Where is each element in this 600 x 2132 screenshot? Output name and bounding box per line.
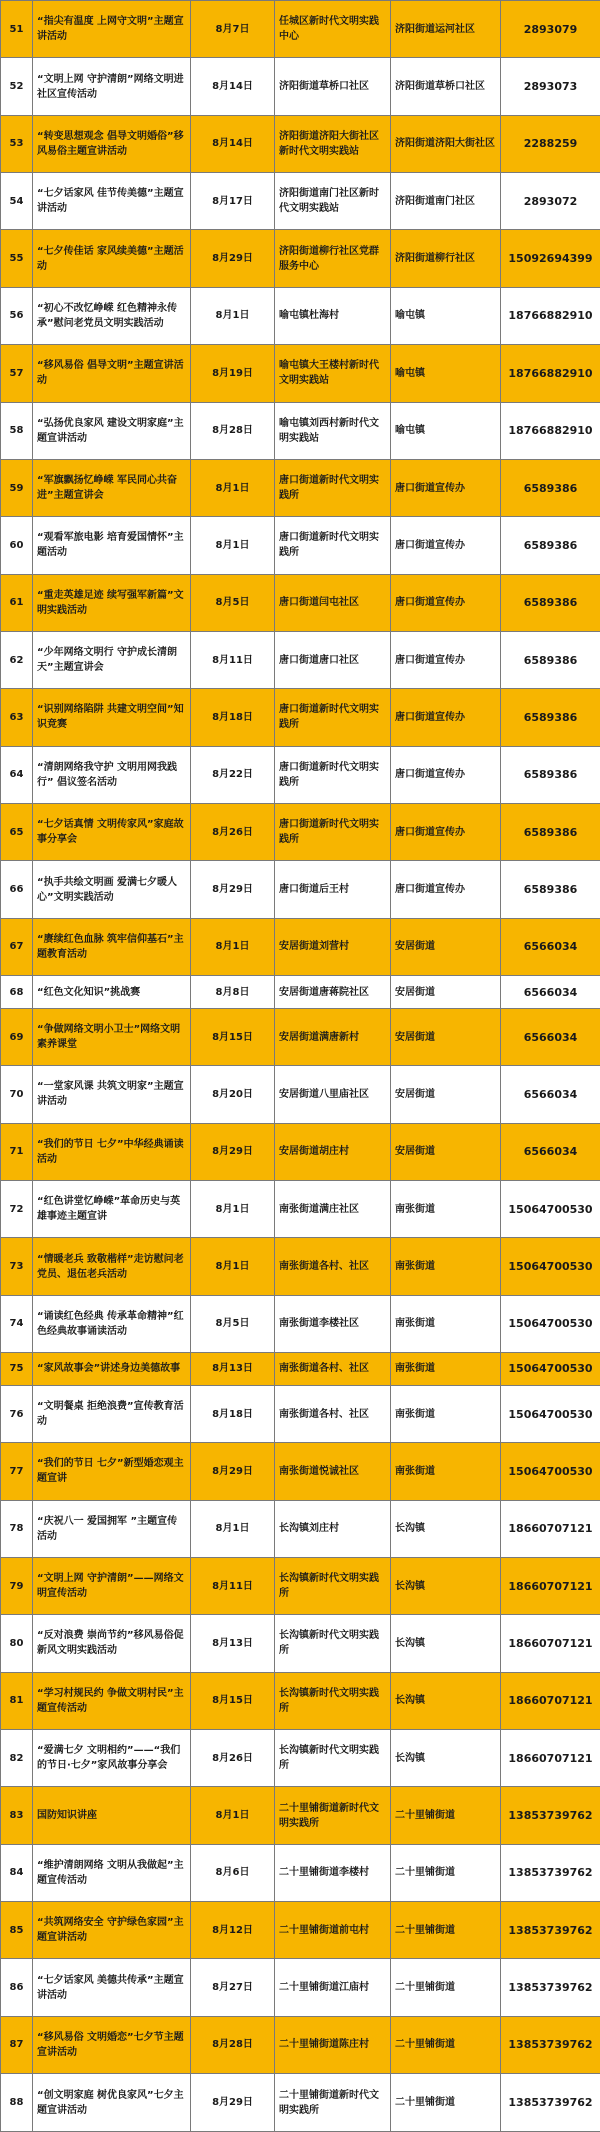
- activity-location: 任城区新时代文明实践中心: [275, 1, 391, 58]
- activity-title: “我们的节日 七夕”新型婚恋观主题宣讲: [33, 1443, 191, 1500]
- activity-date: 8月28日: [191, 2016, 275, 2073]
- activity-number: 80: [1, 1615, 33, 1672]
- table-row: [1, 1238, 600, 1295]
- table-row: [1, 804, 600, 861]
- table-row: [1, 1902, 600, 1959]
- contact-phone: 15064700530: [501, 1443, 600, 1500]
- activity-title: 国防知识讲座: [33, 1787, 191, 1844]
- contact-phone: 15064700530: [501, 1180, 600, 1237]
- contact-phone: 6566034: [501, 976, 600, 1009]
- contact-phone: 18660707121: [501, 1615, 600, 1672]
- activity-number: 69: [1, 1008, 33, 1065]
- organizer: 唐口街道宣传办: [391, 746, 501, 803]
- activity-title: “红色文化知识”挑战赛: [33, 976, 191, 1009]
- activity-title: “文明上网 守护清朗”——网络文明宣传活动: [33, 1557, 191, 1614]
- activity-location: 长沟镇新时代文明实践所: [275, 1615, 391, 1672]
- activity-title: “七夕话家风 佳节传美德”主题宣讲活动: [33, 173, 191, 230]
- table-row: [1, 2016, 600, 2073]
- activity-date: 8月1日: [191, 287, 275, 344]
- activity-date: 8月14日: [191, 115, 275, 172]
- activity-number: 86: [1, 1959, 33, 2016]
- activity-number: 64: [1, 746, 33, 803]
- organizer: 长沟镇: [391, 1557, 501, 1614]
- organizer: 长沟镇: [391, 1672, 501, 1729]
- activity-location: 安居街道八里庙社区: [275, 1066, 391, 1123]
- activity-location: 唐口街道新时代文明实践所: [275, 517, 391, 574]
- organizer: 唐口街道宣传办: [391, 574, 501, 631]
- contact-phone: 13853739762: [501, 1787, 600, 1844]
- activity-location: 济阳街道草桥口社区: [275, 58, 391, 115]
- activity-number: 60: [1, 517, 33, 574]
- activity-number: 51: [1, 1, 33, 58]
- activity-number: 83: [1, 1787, 33, 1844]
- contact-phone: 6589386: [501, 517, 600, 574]
- activity-title: “转变思想观念 倡导文明婚俗”移风易俗主题宣讲活动: [33, 115, 191, 172]
- activity-location: 南张街道满庄社区: [275, 1180, 391, 1237]
- activity-date: 8月1日: [191, 459, 275, 516]
- contact-phone: 2288259: [501, 115, 600, 172]
- activity-location: 二十里铺街道江庙村: [275, 1959, 391, 2016]
- activity-location: 二十里铺街道李楼村: [275, 1844, 391, 1901]
- activity-number: 81: [1, 1672, 33, 1729]
- organizer: 济阳街道柳行社区: [391, 230, 501, 287]
- contact-phone: 13853739762: [501, 1959, 600, 2016]
- organizer: 济阳街道草桥口社区: [391, 58, 501, 115]
- organizer: 济阳街道济阳大街社区: [391, 115, 501, 172]
- activity-title: “七夕传佳话 家风续美德”主题活动: [33, 230, 191, 287]
- organizer: 二十里铺街道: [391, 1844, 501, 1901]
- activity-title: “诵读红色经典 传承革命精神”红色经典故事诵读活动: [33, 1295, 191, 1352]
- contact-phone: 18660707121: [501, 1729, 600, 1786]
- contact-phone: 2893072: [501, 173, 600, 230]
- organizer: 长沟镇: [391, 1729, 501, 1786]
- table-row: [1, 1180, 600, 1237]
- table-row: [1, 689, 600, 746]
- activity-title: “指尖有温度 上网守文明”主题宣讲活动: [33, 1, 191, 58]
- activity-number: 56: [1, 287, 33, 344]
- activity-date: 8月26日: [191, 1729, 275, 1786]
- activity-title: “爱满七夕 文明相约”——“我们的节日·七夕”家风故事分享会: [33, 1729, 191, 1786]
- activity-title: “识别网络陷阱 共建文明空间”知识竞赛: [33, 689, 191, 746]
- activity-number: 71: [1, 1123, 33, 1180]
- activity-title: “共筑网络安全 守护绿色家园”主题宣讲活动: [33, 1902, 191, 1959]
- activity-location: 南张街道各村、社区: [275, 1238, 391, 1295]
- organizer: 唐口街道宣传办: [391, 459, 501, 516]
- contact-phone: 13853739762: [501, 2074, 600, 2132]
- activity-title: “争做网络文明小卫士”网络文明素养课堂: [33, 1008, 191, 1065]
- activity-date: 8月8日: [191, 976, 275, 1009]
- contact-phone: 2893079: [501, 1, 600, 58]
- table-row: [1, 1557, 600, 1614]
- activity-number: 72: [1, 1180, 33, 1237]
- table-row: [1, 1353, 600, 1386]
- activity-title: “红色讲堂忆峥嵘”革命历史与英雄事迹主题宣讲: [33, 1180, 191, 1237]
- organizer: 南张街道: [391, 1238, 501, 1295]
- organizer: 南张街道: [391, 1353, 501, 1386]
- activity-number: 62: [1, 631, 33, 688]
- contact-phone: 13853739762: [501, 1844, 600, 1901]
- activity-location: 安居街道唐蒋院社区: [275, 976, 391, 1009]
- activity-date: 8月17日: [191, 173, 275, 230]
- activity-location: 南张街道李楼社区: [275, 1295, 391, 1352]
- activity-location: 长沟镇新时代文明实践所: [275, 1557, 391, 1614]
- activity-title: “观看军旅电影 培育爱国情怀”主题活动: [33, 517, 191, 574]
- table-body: [1, 1, 600, 2132]
- activity-date: 8月11日: [191, 631, 275, 688]
- contact-phone: 13853739762: [501, 2016, 600, 2073]
- organizer: 安居街道: [391, 1066, 501, 1123]
- organizer: 二十里铺街道: [391, 1787, 501, 1844]
- activity-number: 68: [1, 976, 33, 1009]
- contact-phone: 6589386: [501, 459, 600, 516]
- table-row: [1, 861, 600, 918]
- organizer: 南张街道: [391, 1295, 501, 1352]
- table-row: [1, 115, 600, 172]
- contact-phone: 18766882910: [501, 345, 600, 402]
- contact-phone: 6589386: [501, 746, 600, 803]
- organizer: 南张街道: [391, 1385, 501, 1442]
- contact-phone: 6566034: [501, 918, 600, 975]
- organizer: 唐口街道宣传办: [391, 861, 501, 918]
- activity-number: 78: [1, 1500, 33, 1557]
- contact-phone: 6566034: [501, 1066, 600, 1123]
- activity-number: 61: [1, 574, 33, 631]
- organizer: 安居街道: [391, 976, 501, 1009]
- table-row: [1, 1066, 600, 1123]
- activity-date: 8月15日: [191, 1008, 275, 1065]
- activity-date: 8月29日: [191, 1443, 275, 1500]
- contact-phone: 15064700530: [501, 1353, 600, 1386]
- activity-number: 67: [1, 918, 33, 975]
- activity-date: 8月18日: [191, 1385, 275, 1442]
- activity-title: “情暖老兵 致敬楷样”走访慰问老党员、退伍老兵活动: [33, 1238, 191, 1295]
- contact-phone: 15064700530: [501, 1295, 600, 1352]
- organizer: 唐口街道宣传办: [391, 689, 501, 746]
- activity-location: 喻屯镇刘西村新时代文明实践站: [275, 402, 391, 459]
- activity-title: “移风易俗 倡导文明”主题宣讲活动: [33, 345, 191, 402]
- activity-location: 济阳街道济阳大街社区新时代文明实践站: [275, 115, 391, 172]
- contact-phone: 6589386: [501, 574, 600, 631]
- table-row: [1, 58, 600, 115]
- contact-phone: 18660707121: [501, 1557, 600, 1614]
- activity-date: 8月29日: [191, 1123, 275, 1180]
- table-row: [1, 230, 600, 287]
- contact-phone: 18766882910: [501, 402, 600, 459]
- activity-date: 8月27日: [191, 1959, 275, 2016]
- table-row: [1, 345, 600, 402]
- table-row: [1, 402, 600, 459]
- table-row: [1, 1, 600, 58]
- activity-number: 55: [1, 230, 33, 287]
- activity-location: 安居街道胡庄村: [275, 1123, 391, 1180]
- activity-title: “家风故事会”讲述身边美德故事: [33, 1353, 191, 1386]
- organizer: 安居街道: [391, 1008, 501, 1065]
- contact-phone: 2893073: [501, 58, 600, 115]
- organizer: 长沟镇: [391, 1500, 501, 1557]
- activity-title: “军旗飘扬忆峥嵘 军民同心共奋进”主题宣讲会: [33, 459, 191, 516]
- activity-date: 8月11日: [191, 1557, 275, 1614]
- activity-location: 喻屯镇杜海村: [275, 287, 391, 344]
- activity-number: 66: [1, 861, 33, 918]
- contact-phone: 6589386: [501, 804, 600, 861]
- activity-date: 8月12日: [191, 1902, 275, 1959]
- activity-number: 79: [1, 1557, 33, 1614]
- activity-location: 二十里铺街道新时代文明实践所: [275, 2074, 391, 2132]
- activity-number: 57: [1, 345, 33, 402]
- table-row: [1, 2074, 600, 2132]
- activity-date: 8月7日: [191, 1, 275, 58]
- activity-date: 8月29日: [191, 230, 275, 287]
- activity-date: 8月28日: [191, 402, 275, 459]
- activity-location: 南张街道悦诚社区: [275, 1443, 391, 1500]
- contact-phone: 6589386: [501, 861, 600, 918]
- organizer: 二十里铺街道: [391, 2016, 501, 2073]
- activity-number: 88: [1, 2074, 33, 2132]
- organizer: 唐口街道宣传办: [391, 631, 501, 688]
- organizer: 二十里铺街道: [391, 1902, 501, 1959]
- activity-number: 77: [1, 1443, 33, 1500]
- activity-date: 8月5日: [191, 574, 275, 631]
- contact-phone: 18660707121: [501, 1500, 600, 1557]
- activity-location: 唐口街道后王村: [275, 861, 391, 918]
- activity-location: 南张街道各村、社区: [275, 1353, 391, 1386]
- activity-date: 8月13日: [191, 1615, 275, 1672]
- table-row: [1, 1295, 600, 1352]
- table-row: [1, 631, 600, 688]
- activity-title: “重走英雄足迹 续写强军新篇”文明实践活动: [33, 574, 191, 631]
- table-row: [1, 976, 600, 1009]
- organizer: 唐口街道宣传办: [391, 517, 501, 574]
- activity-title: “少年网络文明行 守护成长清朗天”主题宣讲会: [33, 631, 191, 688]
- activity-location: 唐口街道新时代文明实践所: [275, 689, 391, 746]
- activity-location: 济阳街道南门社区新时代文明实践站: [275, 173, 391, 230]
- organizer: 二十里铺街道: [391, 1959, 501, 2016]
- activity-date: 8月29日: [191, 861, 275, 918]
- organizer: 二十里铺街道: [391, 2074, 501, 2132]
- activity-date: 8月14日: [191, 58, 275, 115]
- organizer: 济阳街道运河社区: [391, 1, 501, 58]
- table-row: [1, 1787, 600, 1844]
- activity-title: “七夕话家风 美德共传承”主题宣讲活动: [33, 1959, 191, 2016]
- activity-title: “执手共绘文明画 爱满七夕暖人心”文明实践活动: [33, 861, 191, 918]
- activity-date: 8月1日: [191, 918, 275, 975]
- organizer: 长沟镇: [391, 1615, 501, 1672]
- activity-date: 8月19日: [191, 345, 275, 402]
- activity-title: “弘扬优良家风 建设文明家庭”主题宣讲活动: [33, 402, 191, 459]
- activity-title: “创文明家庭 树优良家风”七夕主题宣讲活动: [33, 2074, 191, 2132]
- activity-date: 8月13日: [191, 1353, 275, 1386]
- activity-location: 安居街道刘营村: [275, 918, 391, 975]
- activity-number: 84: [1, 1844, 33, 1901]
- activity-location: 二十里铺街道陈庄村: [275, 2016, 391, 2073]
- activity-number: 76: [1, 1385, 33, 1442]
- activity-location: 唐口街道唐口社区: [275, 631, 391, 688]
- activity-number: 63: [1, 689, 33, 746]
- activity-date: 8月1日: [191, 1500, 275, 1557]
- activity-number: 73: [1, 1238, 33, 1295]
- organizer: 南张街道: [391, 1180, 501, 1237]
- activity-number: 58: [1, 402, 33, 459]
- activity-date: 8月1日: [191, 1180, 275, 1237]
- activity-title: “我们的节日 七夕”中华经典诵读活动: [33, 1123, 191, 1180]
- table-row: [1, 1672, 600, 1729]
- activity-number: 85: [1, 1902, 33, 1959]
- activity-location: 南张街道各村、社区: [275, 1385, 391, 1442]
- activity-location: 长沟镇新时代文明实践所: [275, 1672, 391, 1729]
- organizer: 南张街道: [391, 1443, 501, 1500]
- activity-date: 8月1日: [191, 517, 275, 574]
- contact-phone: 18766882910: [501, 287, 600, 344]
- activity-location: 长沟镇刘庄村: [275, 1500, 391, 1557]
- activity-number: 74: [1, 1295, 33, 1352]
- activity-location: 唐口街道新时代文明实践所: [275, 746, 391, 803]
- activity-date: 8月5日: [191, 1295, 275, 1352]
- activity-location: 长沟镇新时代文明实践所: [275, 1729, 391, 1786]
- activity-date: 8月29日: [191, 2074, 275, 2132]
- table-row: [1, 173, 600, 230]
- activity-date: 8月18日: [191, 689, 275, 746]
- activity-title: “反对浪费 崇尚节约”移风易俗促新风文明实践活动: [33, 1615, 191, 1672]
- activity-title: “一堂家风课 共筑文明家”主题宣讲活动: [33, 1066, 191, 1123]
- activity-location: 喻屯镇大王楼村新时代文明实践站: [275, 345, 391, 402]
- contact-phone: 6589386: [501, 631, 600, 688]
- table-row: [1, 1844, 600, 1901]
- activity-title: “学习村规民约 争做文明村民”主题宣传活动: [33, 1672, 191, 1729]
- activity-title: “移风易俗 文明婚恋”七夕节主题宣讲活动: [33, 2016, 191, 2073]
- activity-title: “初心不改忆峥嵘 红色精神永传承”慰问老党员文明实践活动: [33, 287, 191, 344]
- activity-number: 70: [1, 1066, 33, 1123]
- activity-number: 53: [1, 115, 33, 172]
- table-row: [1, 1959, 600, 2016]
- activity-date: 8月1日: [191, 1787, 275, 1844]
- activity-date: 8月22日: [191, 746, 275, 803]
- activity-title: “赓续红色血脉 筑牢信仰基石”主题教育活动: [33, 918, 191, 975]
- activity-location: 二十里铺街道新时代文明实践所: [275, 1787, 391, 1844]
- organizer: 喻屯镇: [391, 287, 501, 344]
- activity-title: “文明餐桌 拒绝浪费”宣传教育活动: [33, 1385, 191, 1442]
- table-row: [1, 1008, 600, 1065]
- table-row: [1, 1385, 600, 1442]
- activity-number: 59: [1, 459, 33, 516]
- activity-title: “七夕话真情 文明传家风”家庭故事分享会: [33, 804, 191, 861]
- contact-phone: 15064700530: [501, 1238, 600, 1295]
- organizer: 喻屯镇: [391, 402, 501, 459]
- activity-number: 54: [1, 173, 33, 230]
- organizer: 济阳街道南门社区: [391, 173, 501, 230]
- activity-date: 8月20日: [191, 1066, 275, 1123]
- contact-phone: 13853739762: [501, 1902, 600, 1959]
- activity-location: 安居街道满唐新村: [275, 1008, 391, 1065]
- contact-phone: 6566034: [501, 1123, 600, 1180]
- activity-date: 8月1日: [191, 1238, 275, 1295]
- contact-phone: 6566034: [501, 1008, 600, 1065]
- organizer: 唐口街道宣传办: [391, 804, 501, 861]
- table-row: [1, 1500, 600, 1557]
- activity-number: 52: [1, 58, 33, 115]
- table-row: [1, 918, 600, 975]
- table-row: [1, 1443, 600, 1500]
- activity-number: 75: [1, 1353, 33, 1386]
- activity-number: 82: [1, 1729, 33, 1786]
- organizer: 安居街道: [391, 918, 501, 975]
- contact-phone: 15064700530: [501, 1385, 600, 1442]
- activity-number: 87: [1, 2016, 33, 2073]
- table-row: [1, 746, 600, 803]
- table-row: [1, 517, 600, 574]
- contact-phone: 18660707121: [501, 1672, 600, 1729]
- activity-title: “文明上网 守护清朗”网络文明进社区宣传活动: [33, 58, 191, 115]
- contact-phone: 15092694399: [501, 230, 600, 287]
- activity-title: “庆祝八一 爱国拥军 ”主题宣传活动: [33, 1500, 191, 1557]
- activity-location: 唐口街道闫屯社区: [275, 574, 391, 631]
- activity-location: 济阳街道柳行社区党群服务中心: [275, 230, 391, 287]
- organizer: 安居街道: [391, 1123, 501, 1180]
- activity-title: “清朗网络我守护 文明用网我践行” 倡议签名活动: [33, 746, 191, 803]
- activity-location: 二十里铺街道前屯村: [275, 1902, 391, 1959]
- activity-title: “维护清朗网络 文明从我做起”主题宣传活动: [33, 1844, 191, 1901]
- activity-number: 65: [1, 804, 33, 861]
- table-row: [1, 1729, 600, 1786]
- table-row: [1, 287, 600, 344]
- table-row: [1, 574, 600, 631]
- activity-date: 8月15日: [191, 1672, 275, 1729]
- activity-location: 唐口街道新时代文明实践所: [275, 459, 391, 516]
- contact-phone: 6589386: [501, 689, 600, 746]
- table-row: [1, 459, 600, 516]
- table-row: [1, 1123, 600, 1180]
- activity-date: 8月6日: [191, 1844, 275, 1901]
- organizer: 喻屯镇: [391, 345, 501, 402]
- table-row: [1, 1615, 600, 1672]
- activity-date: 8月26日: [191, 804, 275, 861]
- activity-location: 唐口街道新时代文明实践所: [275, 804, 391, 861]
